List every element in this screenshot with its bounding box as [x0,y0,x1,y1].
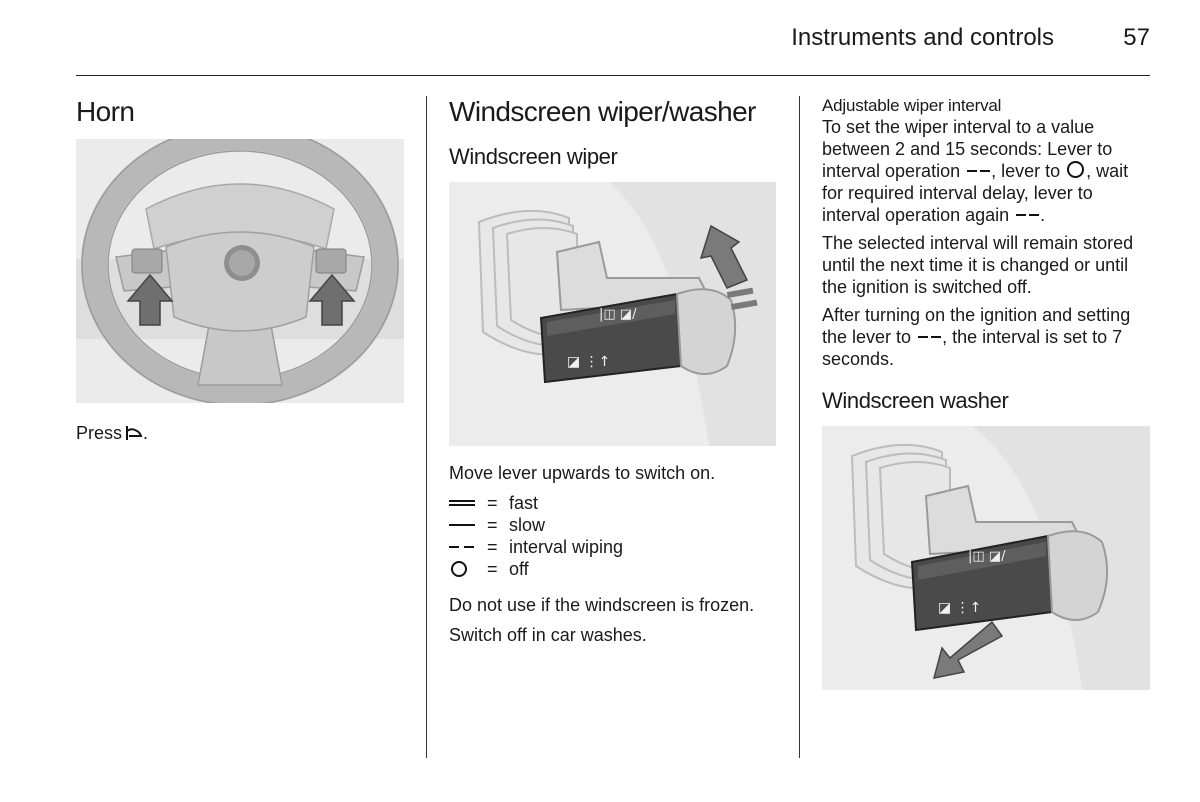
interval-default-paragraph: After turning on the ignition and setting the lever to , the interval is set to 7 seconds. [822,305,1131,369]
windscreen-wiper-subtitle: Windscreen wiper [449,144,618,169]
adjustable-interval-heading: Adjustable wiper interval [822,96,1002,115]
legend-row-interval: = interval wiping [449,536,779,558]
wiper-instruction: Move lever upwards to switch on. [449,463,716,483]
svg-text:◪ ⋮↑: ◪ ⋮↑ [567,354,611,370]
column-divider [799,96,800,758]
slow-symbol-icon [449,514,475,536]
horn-symbol-icon [125,425,143,441]
horn-section [76,96,404,444]
interval-symbol-icon [1014,211,1040,221]
wiper-lever-up-illustration [449,182,776,446]
page-number: 57 [1123,24,1150,51]
interval-stored-paragraph: The selected interval will remain stored until the next time it is changed or until the ignition is switched off. [822,233,1134,297]
legend-row-fast: = fast [449,492,779,514]
adjustable-interval-section [822,96,1152,690]
interval-symbol-icon [965,167,991,177]
wiper-washer-section [449,96,779,646]
column-divider [426,96,427,758]
note-frozen: Do not use if the windscreen is frozen. [449,595,755,615]
adjustable-interval-paragraph: To set the wiper interval to a value between 2 and 15 seconds: Lever to interval operation , lever to , wait for required interval delay, lever to interval operation again . [822,117,1129,225]
legend-row-off: = off [449,558,779,580]
header-rule [76,75,1150,76]
fast-symbol-icon [449,492,475,514]
page-header [76,0,1150,76]
wiper-speed-legend [449,492,779,580]
svg-text:|◫ ◪/: |◫ ◪/ [599,307,637,322]
section-title: Instruments and controls [791,24,1054,51]
svg-text:◪ ⋮↑: ◪ ⋮↑ [938,600,982,616]
washer-lever-pull-illustration [822,426,1150,690]
svg-text:|◫ ◪/: |◫ ◪/ [968,549,1006,564]
off-symbol-icon [1067,161,1084,178]
note-car-wash: Switch off in car washes. [449,625,647,645]
horn-instruction: Press . [76,423,149,443]
interval-symbol-icon [449,536,475,558]
horn-title: Horn [76,96,135,127]
windscreen-washer-subtitle: Windscreen washer [822,388,1009,413]
interval-symbol-icon [916,333,942,343]
steering-wheel-illustration [76,139,404,403]
wiper-washer-title: Windscreen wiper/washer [449,96,756,127]
legend-row-slow: = slow [449,514,779,536]
off-symbol-icon [449,558,475,580]
